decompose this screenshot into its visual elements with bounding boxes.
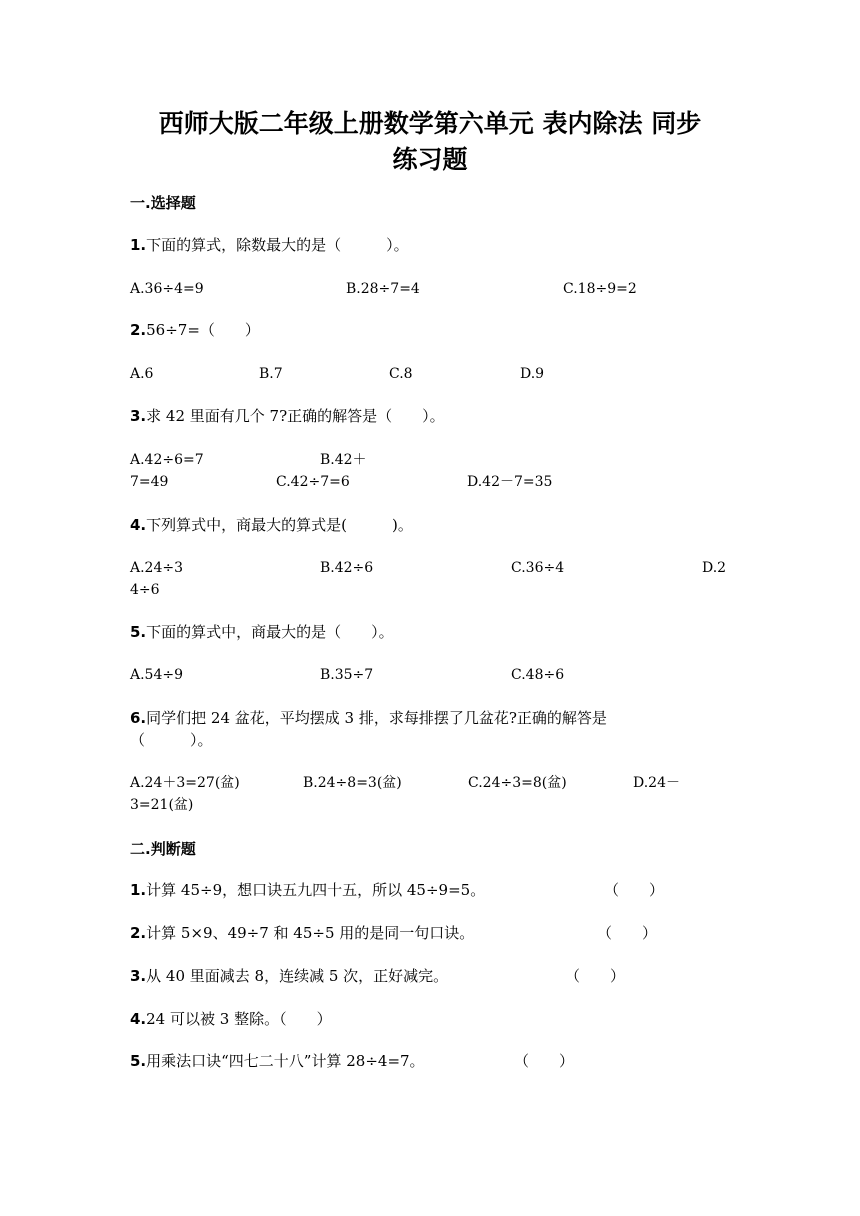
- judgment-text: 用乘法口诀“四七二十八”计算 28÷4=7。: [146, 1052, 425, 1070]
- section-heading-choice: 一.选择题: [130, 194, 196, 212]
- question-text: 同学们把 24 盆花，平均摆成 3 排，求每排摆了几盆花?正确的解答是: [146, 709, 607, 727]
- question-number: 1.: [130, 236, 147, 254]
- judgment-5: [130, 1050, 425, 1072]
- option-c: C.48÷6: [511, 667, 565, 683]
- question-text: 下列算式中，商最大的算式是( )。: [146, 516, 413, 534]
- question-1: [130, 234, 409, 256]
- judgment-number: 4.: [130, 1010, 147, 1028]
- answer-blank: （ ）: [565, 967, 626, 985]
- question-4: [130, 514, 413, 536]
- question-text: 求 42 里面有几个 7?正确的解答是（ ）。: [146, 407, 445, 425]
- question-text: 下面的算式，除数最大的是（ ）。: [146, 236, 409, 254]
- question-text: 下面的算式中，商最大的是（ ）。: [146, 623, 394, 641]
- option-c: C.42÷7=6: [276, 474, 350, 490]
- option-d: D.24－: [633, 775, 680, 791]
- title-line-1: 西师大版二年级上册数学第六单元 表内除法 同步: [158, 109, 702, 138]
- question-3: [130, 405, 445, 427]
- title-line-2: 练习题: [392, 145, 468, 174]
- option-a: A.54÷9: [130, 667, 184, 683]
- judgment-text: 从 40 里面减去 8，连续减 5 次，正好减完。: [146, 967, 449, 985]
- option-c: C.8: [389, 366, 413, 382]
- judgment-text: 计算 45÷9，想口诀五九四十五，所以 45÷9=5。: [146, 881, 486, 899]
- judgment-3: [130, 965, 448, 987]
- page-title: [0, 106, 860, 178]
- question-number: 4.: [130, 516, 147, 534]
- option-b: B.42÷6: [320, 560, 374, 576]
- option-c: C.36÷4: [511, 560, 565, 576]
- judgment-4: [130, 1008, 332, 1030]
- question-text: 56÷7=（ ）: [146, 321, 260, 339]
- question-2: [130, 319, 260, 341]
- option-a: A.24＋3=27(盆): [130, 775, 240, 791]
- option-b-continued: 7=49: [130, 474, 169, 490]
- option-d: D.42－7=35: [467, 474, 553, 490]
- answer-blank: （ ）: [514, 1052, 575, 1070]
- option-d: D.2: [702, 560, 727, 576]
- option-a: A.42÷6=7: [130, 452, 204, 468]
- question-6: [130, 707, 607, 729]
- option-c: C.24÷3=8(盆): [468, 775, 567, 791]
- option-b: B.28÷7=4: [346, 281, 420, 297]
- judgment-text: 计算 5×9、49÷7 和 45÷5 用的是同一句口诀。: [146, 924, 475, 942]
- judgment-1: [130, 879, 485, 901]
- judgment-number: 3.: [130, 967, 147, 985]
- answer-blank: （ ）: [604, 881, 665, 899]
- option-a: A.6: [130, 366, 154, 382]
- option-a: A.36÷4=9: [130, 281, 204, 297]
- question-number: 2.: [130, 321, 147, 339]
- question-number: 6.: [130, 709, 147, 727]
- judgment-2: [130, 922, 474, 944]
- judgment-number: 1.: [130, 881, 147, 899]
- option-c: C.18÷9=2: [563, 281, 637, 297]
- question-5: [130, 621, 394, 643]
- option-b: B.35÷7: [320, 667, 374, 683]
- option-d-continued: 3=21(盆): [130, 797, 194, 813]
- answer-blank: （ ）: [597, 924, 658, 942]
- option-b: B.42＋: [320, 452, 367, 468]
- question-number: 3.: [130, 407, 147, 425]
- judgment-text: 24 可以被 3 整除。（ ）: [146, 1010, 332, 1028]
- section-heading-judgment: 二.判断题: [130, 840, 196, 858]
- option-d-continued: 4÷6: [130, 582, 160, 598]
- option-b: B.24÷8=3(盆): [303, 775, 402, 791]
- option-d: D.9: [520, 366, 545, 382]
- option-a: A.24÷3: [130, 560, 184, 576]
- option-b: B.7: [259, 366, 283, 382]
- judgment-number: 2.: [130, 924, 147, 942]
- question-6-continued: （ ）。: [130, 731, 213, 749]
- question-number: 5.: [130, 623, 147, 641]
- judgment-number: 5.: [130, 1052, 147, 1070]
